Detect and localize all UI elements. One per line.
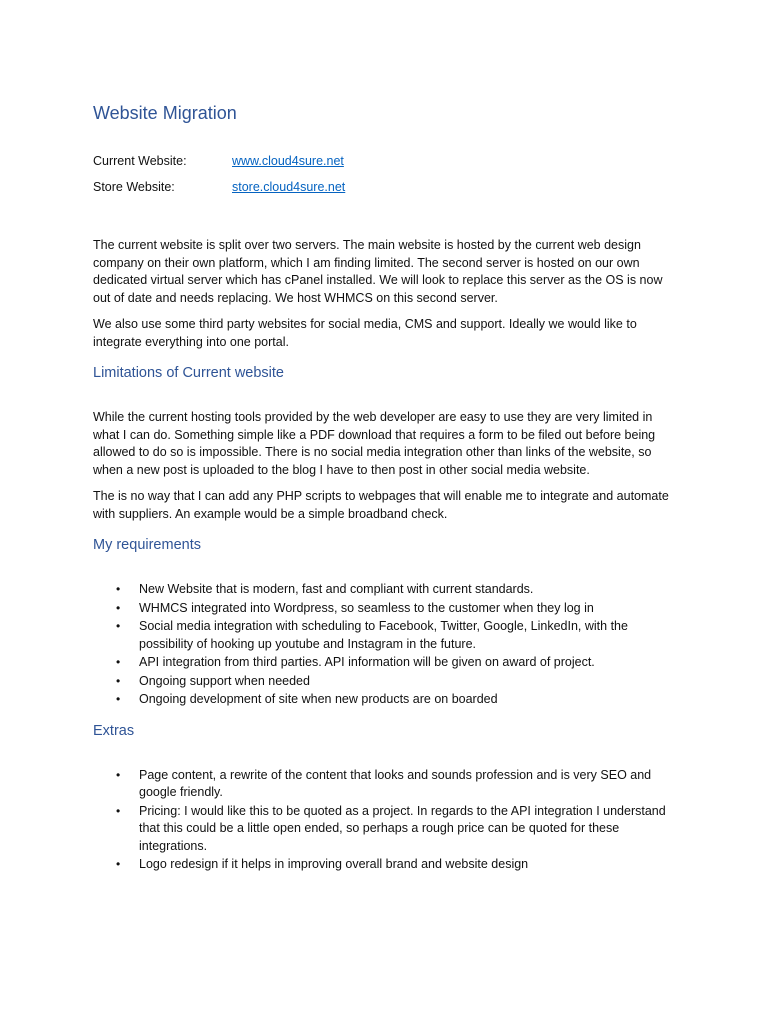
current-website-link[interactable]: www.cloud4sure.net bbox=[232, 154, 344, 168]
bullet-icon: • bbox=[116, 692, 121, 706]
list-item-text: API integration from third parties. API information will be given on award of project. bbox=[139, 655, 595, 669]
store-website-label: Store Website: bbox=[93, 180, 175, 194]
requirements-heading: My requirements bbox=[93, 537, 201, 553]
document-content bbox=[93, 100, 678, 875]
list-item bbox=[116, 654, 678, 672]
list-item bbox=[116, 618, 678, 653]
bullet-icon: • bbox=[116, 655, 121, 669]
list-item-text: Social media integration with scheduling to Facebook, Twitter, Google, LinkedIn, with the possibility of hooking up youtube and Instagram in the future. bbox=[139, 619, 628, 651]
current-website-label: Current Website: bbox=[93, 154, 187, 168]
list-item-text: Page content, a rewrite of the content that looks and sounds profession and is very SEO and google friendly. bbox=[139, 767, 652, 799]
bullet-icon: • bbox=[116, 857, 121, 871]
list-item bbox=[116, 691, 678, 709]
bullet-icon: • bbox=[116, 767, 121, 782]
extras-list bbox=[93, 767, 678, 874]
list-item-text: WHMCS integrated into Wordpress, so seamless to the customer when they log in bbox=[139, 600, 594, 615]
bullet-icon: • bbox=[116, 582, 121, 596]
current-website-row bbox=[93, 153, 678, 169]
list-item-text: Ongoing support when needed bbox=[139, 673, 310, 688]
limitations-paragraph: The is no way that I can add any PHP scripts to webpages that will enable me to integrate and automate with suppliers. An example would be a simple broadband check. bbox=[93, 489, 669, 521]
requirements-list bbox=[93, 581, 678, 709]
bullet-icon: • bbox=[116, 803, 121, 818]
list-item-text: Pricing: I would like this to be quoted as a project. In regards to the API integration I understand that this could be a little open ended, so perhaps a rough price can be quoted for these integrations. bbox=[139, 803, 666, 853]
store-website-link[interactable]: store.cloud4sure.net bbox=[232, 180, 346, 194]
intro-paragraph: We also use some third party websites for social media, CMS and support. Ideally we would like to integrate everything into one portal. bbox=[93, 317, 637, 349]
bullet-icon: • bbox=[116, 600, 121, 615]
list-item-text: Ongoing development of site when new products are on boarded bbox=[139, 692, 498, 706]
store-website-row bbox=[93, 179, 678, 195]
intro-paragraph: The current website is split over two servers. The main website is hosted by the current web design company on their own platform, which I am finding limited. The second server is hosted on our own dedicated virtual server which has cPanel installed. We will look to replace this server as the OS is now out of date and needs replacing. We host WHMCS on this second server. bbox=[93, 238, 663, 305]
list-item bbox=[116, 803, 678, 856]
list-item bbox=[116, 767, 678, 802]
limitations-heading: Limitations of Current website bbox=[93, 365, 284, 381]
list-item bbox=[116, 600, 678, 618]
list-item-text: New Website that is modern, fast and compliant with current standards. bbox=[139, 582, 534, 596]
list-item bbox=[116, 581, 678, 599]
document-title: Website Migration bbox=[93, 103, 237, 123]
list-item bbox=[116, 856, 678, 874]
list-item-text: Logo redesign if it helps in improving overall brand and website design bbox=[139, 857, 529, 871]
bullet-icon: • bbox=[116, 673, 121, 688]
limitations-paragraph: While the current hosting tools provided by the web developer are easy to use they are very limited in what I can do. Something simple like a PDF download that requires a form to be filed out before being allowed to do so is impossible. There is no social media integration other than links of the website, so when a new post is uploaded to the blog I have to then post in other social media website. bbox=[93, 410, 656, 477]
list-item bbox=[116, 673, 678, 691]
bullet-icon: • bbox=[116, 619, 121, 633]
extras-heading: Extras bbox=[93, 722, 135, 739]
